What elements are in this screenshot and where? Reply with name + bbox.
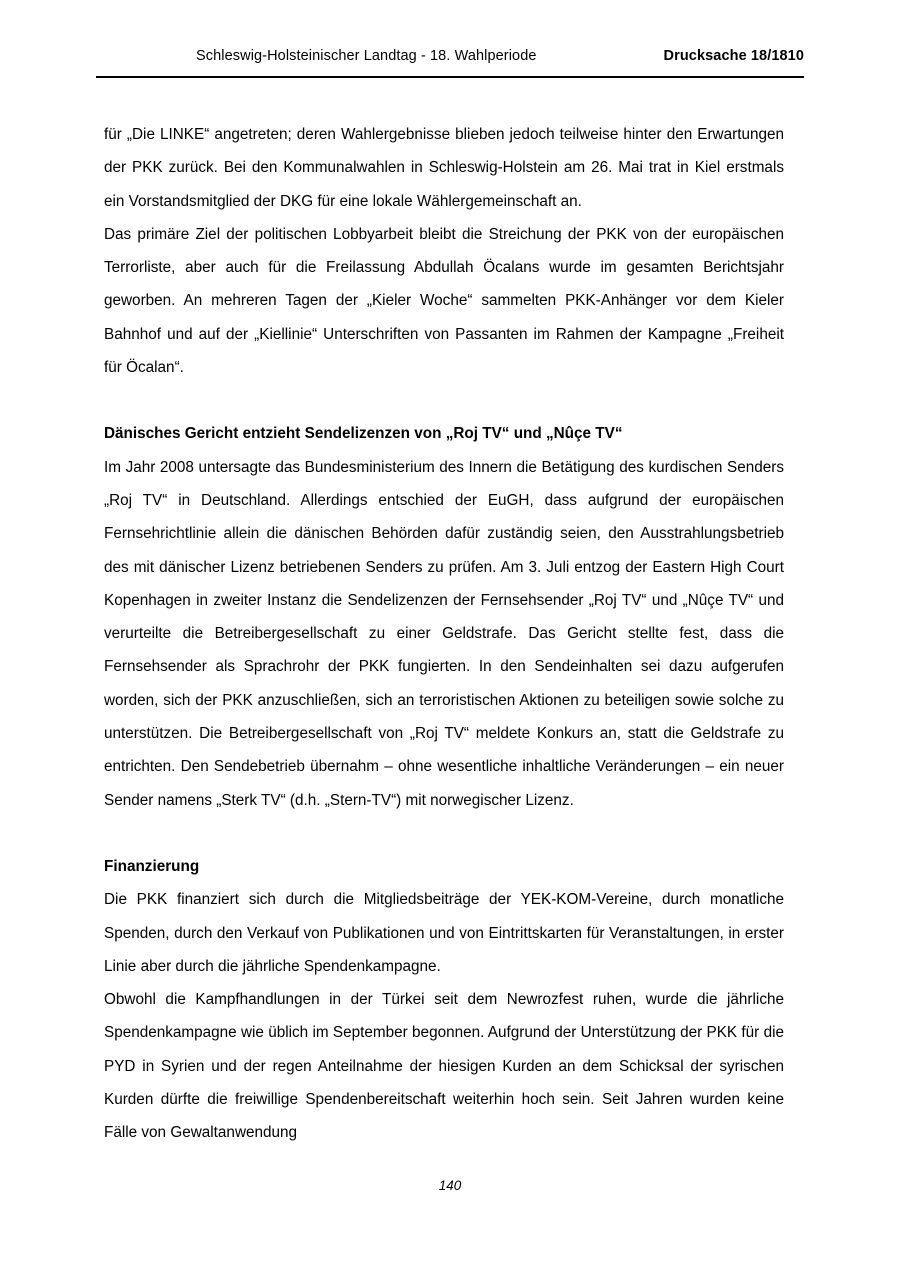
section-spacer-1 [104,384,784,417]
section-heading-roj-tv: Dänisches Gericht entzieht Sendelizenzen von „Roj TV“ und „Nûçe TV“ [104,425,623,443]
paragraph-2: Das primäre Ziel der politischen Lobbyarbeit bleibt die Streichung der PKK von der europäischen Terrorliste, aber auch für die Freilassung Abdullah Öcalans wurde im gesamten Berichtsjahr geworben. An mehreren Tagen der „Kieler Woche“ sammelten PKK-Anhänger vor dem Kieler Bahnhof und auf der „Kiellinie“ Unterschriften von Passanten im Rahmen der Kampagne „Freiheit für Öcalan“. [104,225,784,377]
paragraph-4: Die PKK finanziert sich durch die Mitgliedsbeiträge der YEK-KOM-Vereine, durch monatliche Spenden, durch den Verkauf von Publikationen und von Eintrittskarten für Veranstaltungen, in erster Linie aber durch die jährliche Spendenkampagne. [104,891,784,975]
page-number: 140 [438,1178,462,1193]
header-left-title: Schleswig-Holsteinischer Landtag - 18. Wahlperiode [196,48,537,64]
section-spacer-2 [104,817,784,850]
paragraph-5: Obwohl die Kampfhandlungen in der Türkei seit dem Newrozfest ruhen, wurde die jährliche Spendenkampagne wie üblich im September begonnen. Aufgrund der Unterstützung der PKK für die PYD in Syrien und der regen Anteilnahme der hiesigen Kurden an dem Schicksal der syrischen Kurden dürfte die freiwillige Spendenbereitschaft weiterhin hoch sein. Seit Jahren wurden keine Fälle von Gewaltanwendung [104,991,784,1142]
header-right-document-number: Drucksache 18/1810 [663,48,804,64]
paragraph-1: für „Die LINKE“ angetreten; deren Wahlergebnisse blieben jedoch teilweise hinter den Erwartungen der PKK zurück. Bei den Kommunalwahlen in Schleswig-Holstein am 26. Mai trat in Kiel erstmals ein Vorstandsmitglied der DKG für eine lokale Wählergemeinschaft an. [104,126,784,210]
section-heading-finanzierung: Finanzierung [104,857,200,875]
header-divider [96,76,804,78]
paragraph-3: Im Jahr 2008 untersagte das Bundesministerium des Innern die Betätigung des kurdischen Senders „Roj TV“ in Deutschland. Allerdings entschied der EuGH, dass aufgrund der europäischen Fernsehrichtlinie allein die dänischen Behörden dafür zuständig seien, den Ausstrahlungsbetrieb des mit dänischer Lizenz betriebenen Senders zu prüfen. Am 3. Juli entzog der Eastern High Court Kopenhagen in zweiter Instanz die Sendelizenzen der Fernsehsender „Roj TV“ und „Nûçe TV“ und verurteilte die Betreibergesellschaft zu einer Geldstrafe. Das Gericht stellte fest, dass die Fernsehsender als Sprachrohr der PKK fungierten. In den Sendeinhalten sei dazu aufgerufen worden, sich der PKK anzuschließen, sich an terroristischen Aktionen zu beteiligen sowie solche zu unterstützen. Die Betreibergesellschaft von „Roj TV“ meldete Konkurs an, statt die Geldstrafe zu entrichten. Den Sendebetrieb übernahm – ohne wesentliche inhaltliche Veränderungen – ein neuer Sender namens „Sterk TV“ (d.h. „Stern-TV“) mit norwegischer Lizenz. [104,458,784,809]
document-body [104,118,784,1150]
page-header [96,48,804,64]
